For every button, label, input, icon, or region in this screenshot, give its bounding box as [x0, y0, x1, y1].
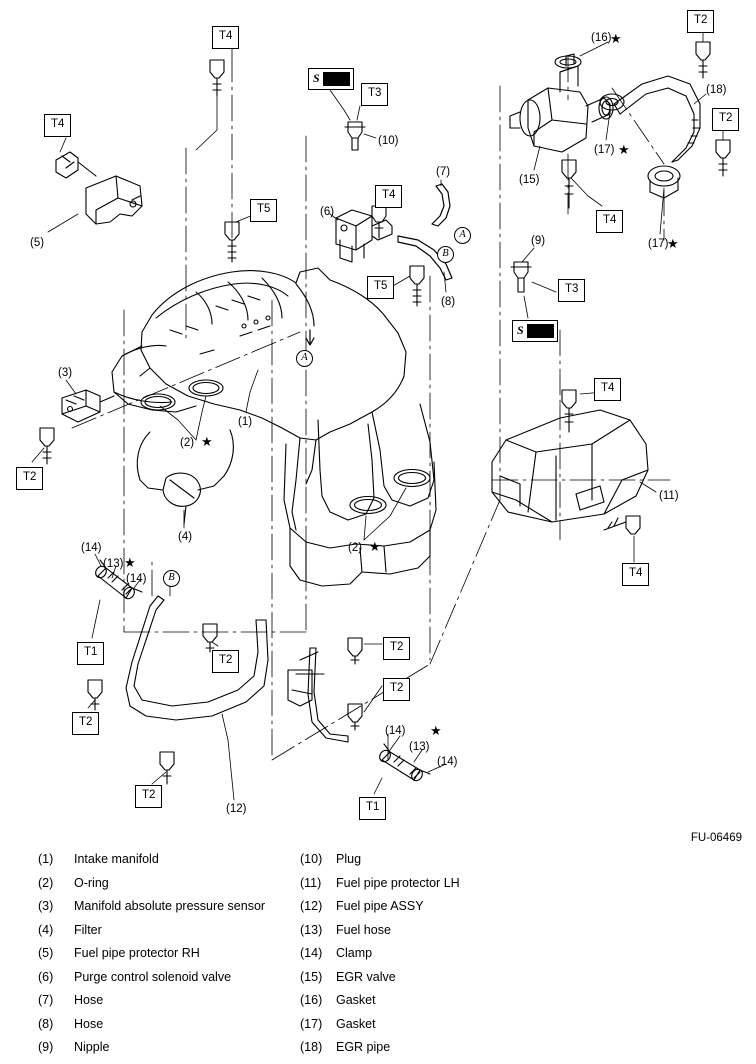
torque-label-t2-center-upper[interactable]: T2 [383, 637, 410, 660]
legend-number: (15) [300, 969, 323, 984]
legend-label: EGR valve [336, 969, 396, 984]
marker-a-lower: A [296, 350, 313, 367]
list-item [38, 852, 338, 876]
callout-3: (3) [58, 367, 73, 379]
legend-number: (10) [300, 852, 323, 866]
torque-label-t4-top-left-upper[interactable]: T4 [212, 26, 239, 49]
legend-label: Fuel pipe protector RH [74, 946, 200, 960]
list-item [300, 923, 640, 947]
list-item [300, 993, 640, 1017]
callout-1: (1) [238, 416, 253, 428]
star-icon-13-left: ★ [124, 555, 136, 570]
torque-label-t3-right[interactable]: T3 [558, 279, 585, 302]
callout-4: (4) [178, 531, 193, 543]
callout-9: (9) [531, 235, 546, 247]
callout-16: (16) [591, 32, 612, 44]
legend-label: Fuel pipe ASSY [336, 899, 424, 913]
grease-application-icon-lower: S [512, 320, 558, 342]
legend-label: Hose [74, 993, 104, 1007]
callout-10: (10) [378, 135, 399, 147]
callout-14-a: (14) [81, 542, 102, 554]
callout-12: (12) [226, 803, 247, 815]
torque-label-t4-center-upper[interactable]: T4 [375, 185, 402, 208]
star-icon-2-upper: ★ [201, 434, 213, 449]
legend-number: (18) [300, 1040, 323, 1054]
list-item [38, 1017, 338, 1041]
legend-number: (9) [38, 1040, 54, 1054]
list-item [300, 1017, 640, 1041]
legend-number: (2) [38, 875, 54, 890]
list-item [38, 923, 338, 947]
legend-label: Gasket [336, 1016, 376, 1031]
legend-number: (12) [300, 899, 323, 913]
callout-7: (7) [436, 166, 451, 178]
callout-6: (6) [320, 206, 335, 218]
callout-15: (15) [519, 174, 540, 186]
legend-column-left [38, 852, 338, 1064]
torque-label-t1-bottom[interactable]: T1 [359, 797, 386, 820]
star-icon-13-bottom: ★ [430, 723, 442, 738]
legend-label: EGR pipe [336, 1040, 391, 1054]
star-icon-16: ★ [610, 31, 622, 46]
torque-label-t4-protector-lower[interactable]: T4 [622, 563, 649, 586]
list-item [300, 852, 640, 876]
legend-label: Plug [336, 852, 362, 866]
callout-5: (5) [30, 237, 45, 249]
list-item [38, 876, 338, 900]
callout-17-upper: (17) [594, 144, 615, 156]
callout-13-a: (13) [103, 558, 124, 570]
legend-label: Purge control solenoid valve [74, 969, 232, 984]
legend-column-right [300, 852, 640, 1064]
list-item [300, 876, 640, 900]
legend-number: (16) [300, 993, 323, 1007]
torque-label-t2-hose-left[interactable]: T2 [212, 650, 239, 673]
callout-8: (8) [441, 296, 456, 308]
legend-number: (7) [38, 993, 54, 1007]
grease-application-icon-upper: S [308, 68, 354, 90]
callout-13-b: (13) [409, 741, 430, 753]
legend-label: Intake manifold [74, 852, 159, 866]
legend-label: Gasket [336, 993, 376, 1007]
legend-number: (8) [38, 1016, 54, 1031]
list-item [38, 993, 338, 1017]
legend-number: (3) [38, 899, 54, 913]
callout-14-d: (14) [437, 756, 458, 768]
callout-2-upper: (2) [180, 437, 195, 449]
torque-label-t2-center-lower[interactable]: T2 [383, 678, 410, 701]
legend-number: (5) [38, 946, 54, 960]
legend-label: Hose [74, 1016, 104, 1031]
torque-label-t2-left-lower[interactable]: T2 [16, 467, 43, 490]
list-item [300, 1040, 640, 1064]
torque-label-t5-center[interactable]: T5 [367, 276, 394, 299]
legend-number: (11) [300, 875, 322, 890]
list-item [300, 970, 640, 994]
callout-11: (11) [659, 490, 679, 502]
legend-label: Fuel pipe protector LH [336, 875, 460, 890]
torque-label-t5-upper-left[interactable]: T5 [250, 199, 277, 222]
legend-label: Fuel hose [336, 922, 391, 937]
figure-code: FU-06469 [690, 832, 742, 844]
callout-14-c: (14) [385, 725, 406, 737]
marker-a-upper: A [454, 227, 471, 244]
torque-label-t1-left[interactable]: T1 [77, 642, 104, 665]
torque-label-t2-right-upper[interactable]: T2 [712, 108, 739, 131]
callout-14-b: (14) [126, 573, 147, 585]
legend-number: (4) [38, 922, 54, 937]
callout-17-lower: (17) [648, 238, 669, 250]
list-item [38, 1040, 338, 1064]
legend-label: Nipple [74, 1040, 110, 1054]
legend-number: (6) [38, 969, 54, 984]
marker-b-lower: B [163, 570, 180, 587]
marker-b-upper: B [437, 246, 454, 263]
list-item [38, 899, 338, 923]
torque-label-t2-lower-left[interactable]: T2 [72, 712, 99, 735]
torque-label-t2-bottom-left[interactable]: T2 [135, 785, 162, 808]
callout-2-lower: (2) [348, 542, 363, 554]
torque-label-t3-upper[interactable]: T3 [361, 83, 388, 106]
legend-number: (14) [300, 946, 323, 960]
torque-label-t4-protector-upper[interactable]: T4 [594, 378, 621, 401]
list-item [300, 899, 640, 923]
legend-label: Clamp [336, 946, 373, 960]
torque-label-t4-egr[interactable]: T4 [596, 210, 623, 233]
legend-label: Filter [74, 922, 102, 937]
legend-number: (1) [38, 852, 54, 866]
callout-18: (18) [706, 84, 727, 96]
star-icon-2-lower: ★ [369, 539, 381, 554]
list-item [38, 970, 338, 994]
legend-label: Manifold absolute pressure sensor [74, 899, 266, 913]
legend-label: O-ring [74, 875, 109, 890]
torque-label-t2-top-right[interactable]: T2 [687, 10, 714, 33]
legend-number: (13) [300, 922, 323, 937]
torque-label-t4-left[interactable]: T4 [44, 114, 71, 137]
star-icon-17-upper: ★ [618, 142, 630, 157]
legend-number: (17) [300, 1016, 323, 1031]
list-item [300, 946, 640, 970]
list-item [38, 946, 338, 970]
star-icon-17-lower: ★ [667, 236, 679, 251]
